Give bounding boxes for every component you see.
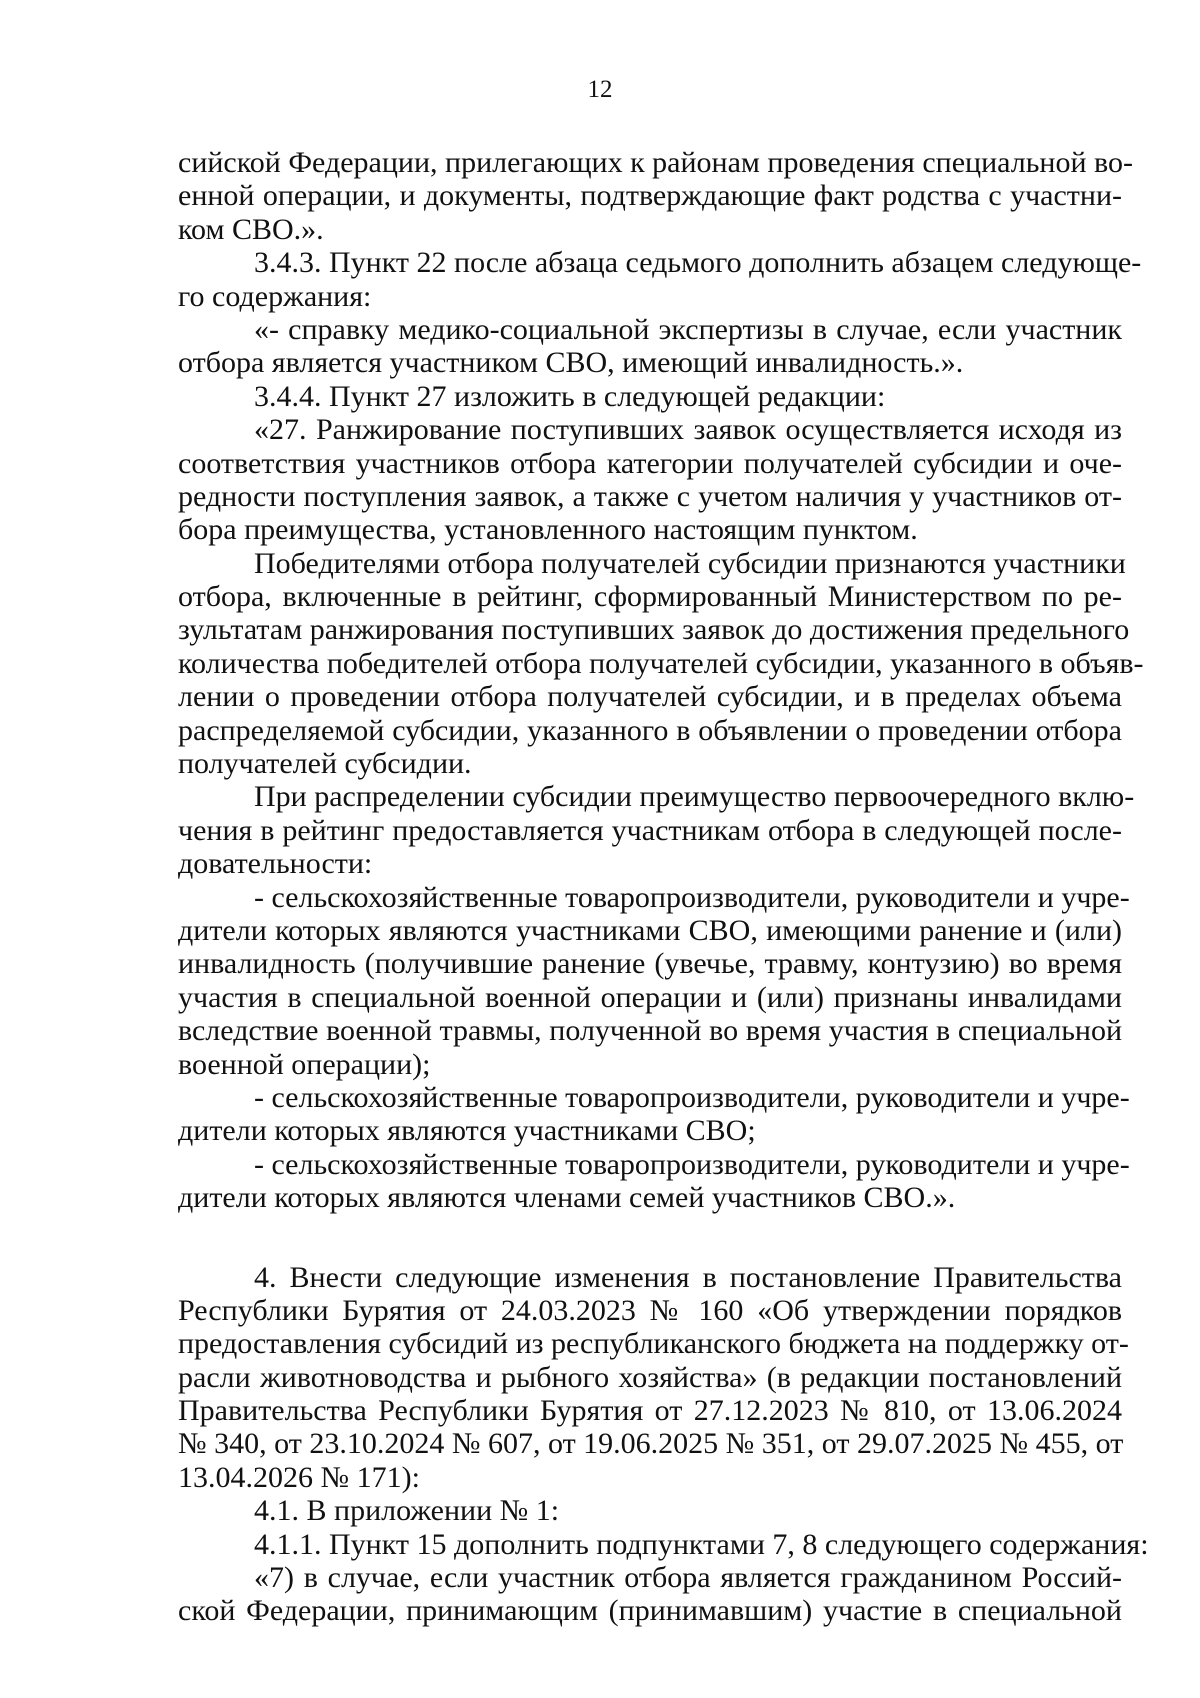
- text-line: получателей субсидии.: [178, 747, 472, 781]
- text-line: - сельскохозяйственные товаропроизводители, руководители и учре-: [254, 1147, 1130, 1181]
- text-line: ком СВО.».: [178, 212, 324, 246]
- text-line: сийской Федерации, прилегающих к районам проведения специальной во-: [178, 146, 1133, 179]
- text-line: 3.4.4. Пункт 27 изложить в следующей редакции:: [254, 379, 886, 413]
- text-line: - сельскохозяйственные товаропроизводители, руководители и учре-: [254, 880, 1130, 914]
- text-line: дители которых являются участниками СВО;: [178, 1114, 756, 1148]
- text-line: Республики Бурятия от 24.03.2023 № 160 «Об утверждении порядков: [178, 1293, 1122, 1327]
- text-line: отбора является участником СВО, имеющий инвалидность.».: [178, 346, 964, 380]
- text-line: бора преимущества, установленного настоящим пунктом.: [178, 513, 918, 547]
- text-line: При распределении субсидии преимущество первоочередного вклю-: [254, 780, 1135, 814]
- text-line: 3.4.3. Пункт 22 после абзаца седьмого дополнить абзацем следующе-: [254, 246, 1142, 280]
- text-line: инвалидность (получившие ранение (увечье, травму, контузию) во время: [178, 947, 1122, 981]
- text-line: дители которых являются членами семей участников СВО.».: [178, 1181, 956, 1215]
- text-line: лении о проведении отбора получателей субсидии, и в пределах объема: [178, 680, 1122, 714]
- text-line: расли животноводства и рыбного хозяйства» (в редакции постановлений: [178, 1360, 1122, 1394]
- text-line: военной операции);: [178, 1047, 431, 1081]
- text-line: количества победителей отбора получателей субсидии, указанного в объяв-: [178, 646, 1144, 680]
- text-line: предоставления субсидий из республиканского бюджета на поддержку от-: [178, 1327, 1129, 1361]
- text-line: «7) в случае, если участник отбора является гражданином Россий-: [254, 1561, 1122, 1595]
- text-line: 4.1.1. Пункт 15 дополнить подпунктами 7, 8 следующего содержания:: [254, 1527, 1149, 1561]
- text-line: 4. Внести следующие изменения в постановление Правительства: [254, 1260, 1122, 1294]
- text-line: го содержания:: [178, 279, 372, 313]
- text-line: енной операции, и документы, подтверждающие факт родства с участни-: [178, 179, 1122, 213]
- text-line: ской Федерации, принимающим (принимавшим) участие в специальной: [178, 1594, 1122, 1628]
- text-line: № 340, от 23.10.2024 № 607, от 19.06.2025 № 351, от 29.07.2025 № 455, от: [178, 1427, 1124, 1461]
- paragraph-spacer: [178, 1215, 1122, 1261]
- text-line: 13.04.2026 № 171):: [178, 1460, 420, 1494]
- text-line: зультатам ранжирования поступивших заявок до достижения предельного: [178, 613, 1130, 647]
- text-line: 4.1. В приложении № 1:: [254, 1494, 560, 1528]
- text-line: «27. Ранжирование поступивших заявок осуществляется исходя из: [254, 413, 1122, 447]
- text-line: распределяемой субсидии, указанного в объявлении о проведении отбора: [178, 713, 1122, 747]
- text-line: вследствие военной травмы, полученной во время участия в специальной: [178, 1014, 1122, 1048]
- text-line: Правительства Республики Бурятия от 27.12.2023 № 810, от 13.06.2024: [178, 1394, 1122, 1428]
- text-line: чения в рейтинг предоставляется участникам отбора в следующей после-: [178, 813, 1122, 847]
- text-line: - сельскохозяйственные товаропроизводители, руководители и учре-: [254, 1080, 1130, 1114]
- text-line: соответствия участников отбора категории получателей субсидии и оче-: [178, 446, 1122, 480]
- text-line: участия в специальной военной операции и (или) признаны инвалидами: [178, 980, 1122, 1014]
- page-number: 12: [587, 76, 613, 103]
- document-body: [178, 146, 1149, 1628]
- text-line: отбора, включенные в рейтинг, сформированный Министерством по ре-: [178, 580, 1122, 614]
- text-line: дители которых являются участниками СВО, имеющими ранение и (или): [178, 913, 1122, 947]
- text-line: «- справку медико-социальной экспертизы в случае, если участник: [254, 312, 1122, 346]
- text-line: довательности:: [178, 847, 373, 881]
- text-line: редности поступления заявок, а также с учетом наличия у участников от-: [178, 479, 1122, 513]
- text-line: Победителями отбора получателей субсидии признаются участники: [254, 546, 1126, 580]
